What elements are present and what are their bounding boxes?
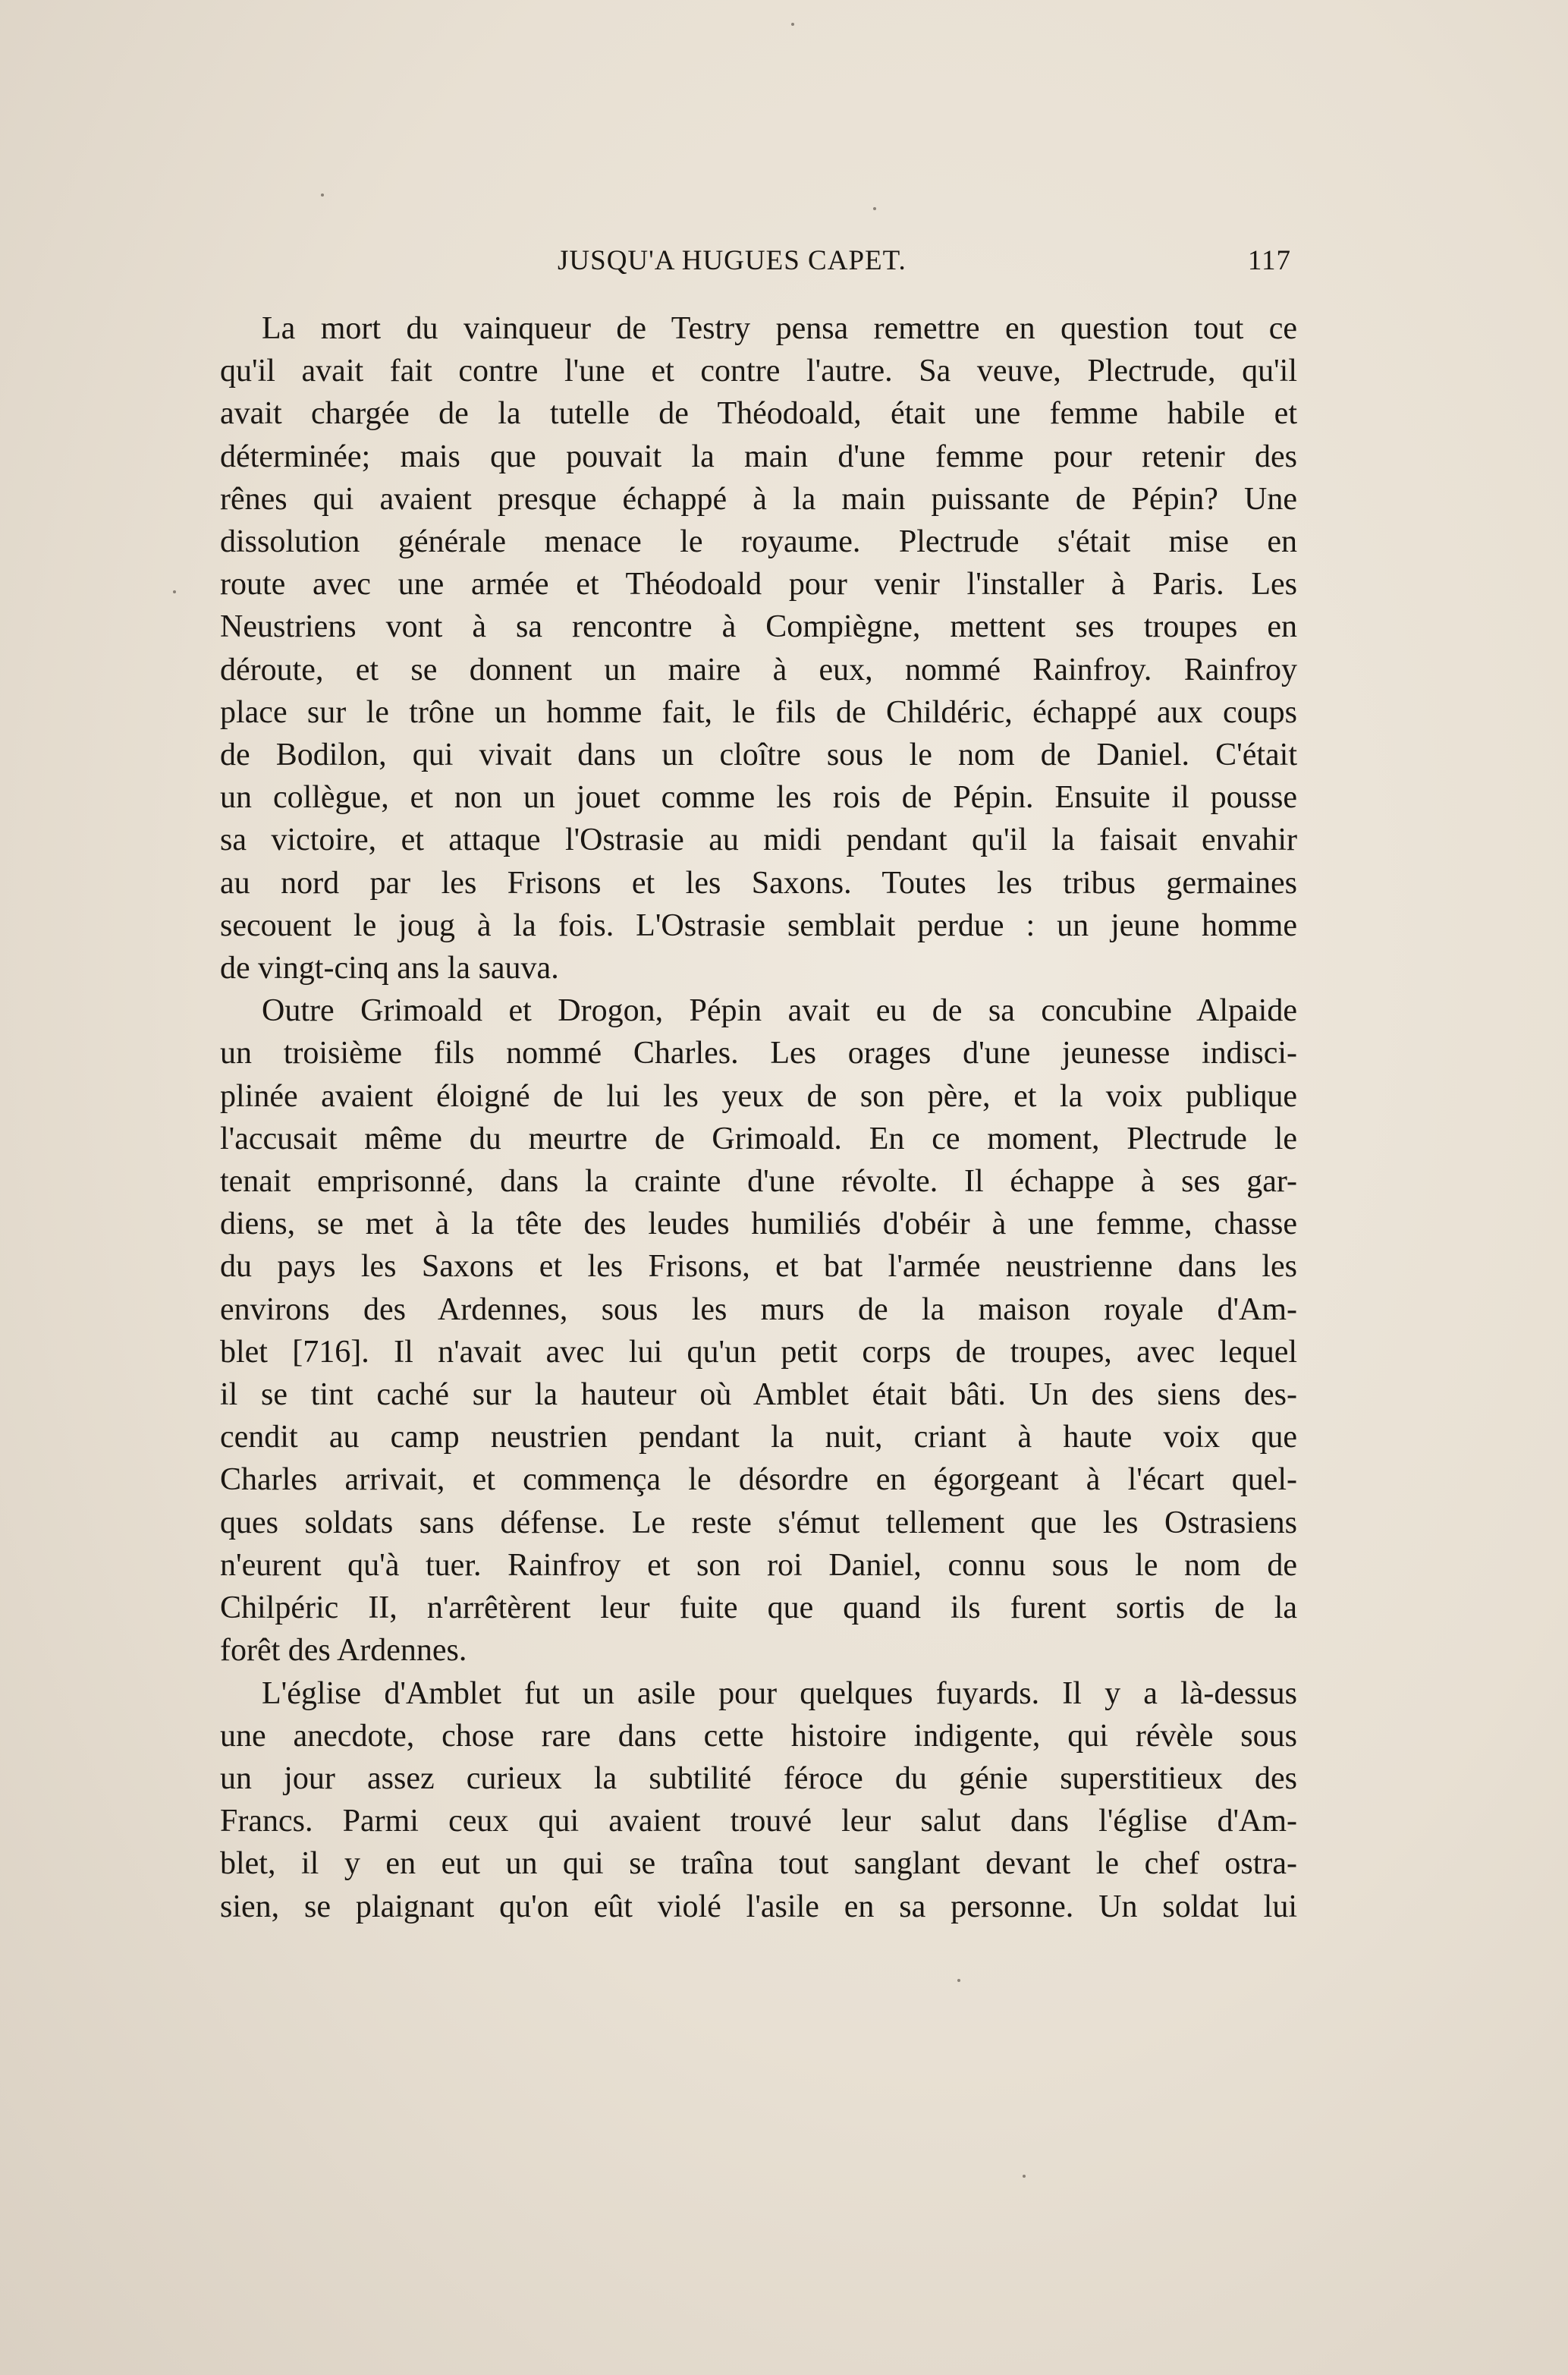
text-line: blet, il y en eut un qui se traîna tout sanglant devant le chef ostra- — [220, 1846, 1297, 1882]
text-line: sa victoire, et attaque l'Ostrasie au midi pendant qu'il la faisait envahir — [220, 823, 1297, 858]
paper-speck — [321, 193, 324, 197]
text-line: Charles arrivait, et commença le désordre en égorgeant à l'écart quel- — [220, 1462, 1297, 1498]
text-line: environs des Ardennes, sous les murs de la maison royale d'Am- — [220, 1291, 1297, 1327]
body-text — [220, 307, 1297, 1928]
paragraph — [220, 307, 1297, 989]
text-line: l'accusait même du meurtre de Grimoald. En ce moment, Plectrude le — [220, 1121, 1297, 1156]
text-line: un collègue, et non un jouet comme les rois de Pépin. Ensuite il pousse — [220, 780, 1297, 816]
text-line: tenait emprisonné, dans la crainte d'une révolte. Il échappe à ses gar- — [220, 1164, 1297, 1200]
paragraph — [220, 1672, 1297, 1928]
page-number: 117 — [1247, 245, 1291, 276]
text-line: Neustriens vont à sa rencontre à Compiègne, mettent ses troupes en — [220, 609, 1297, 645]
text-line: de Bodilon, qui vivait dans un cloître sous le nom de Daniel. C'était — [220, 738, 1297, 773]
text-line: plinée avaient éloigné de lui les yeux de son père, et la voix publique — [220, 1078, 1297, 1114]
text-line: déroute, et se donnent un maire à eux, nommé Rainfroy. Rainfroy — [220, 652, 1297, 687]
text-line: forêt des Ardennes. — [220, 1633, 467, 1669]
text-line: il se tint caché sur la hauteur où Amblet était bâti. Un des siens des- — [220, 1377, 1297, 1413]
text-line: route avec une armée et Théodoald pour venir l'installer à Paris. Les — [220, 567, 1297, 602]
text-line: L'église d'Amblet fut un asile pour quelques fuyards. Il y a là-dessus — [262, 1675, 1297, 1711]
text-line: Outre Grimoald et Drogon, Pépin avait eu de sa concubine Alpaide — [262, 993, 1297, 1029]
paper-speck — [173, 590, 176, 593]
running-head — [220, 244, 1291, 282]
paper-speck — [791, 23, 794, 26]
text-line: au nord par les Frisons et les Saxons. Toutes les tribus germaines — [220, 865, 1297, 901]
text-line: Francs. Parmi ceux qui avaient trouvé leur salut dans l'église d'Am- — [220, 1804, 1297, 1839]
text-line: un troisième fils nommé Charles. Les orages d'une jeunesse indisci- — [220, 1036, 1297, 1071]
text-line: ques soldats sans défense. Le reste s'émut tellement que les Ostrasiens — [220, 1505, 1297, 1540]
text-line: La mort du vainqueur de Testry pensa remettre en question tout ce — [262, 311, 1297, 346]
text-line: Chilpéric II, n'arrêtèrent leur fuite que quand ils furent sortis de la — [220, 1590, 1297, 1626]
paper-speck — [957, 1979, 960, 1982]
running-title: JUSQU'A HUGUES CAPET. — [558, 245, 907, 276]
paragraph — [220, 989, 1297, 1672]
text-line: cendit au camp neustrien pendant la nuit, criant à haute voix que — [220, 1420, 1297, 1455]
paper-speck — [873, 207, 876, 210]
text-line: du pays les Saxons et les Frisons, et bat l'armée neustrienne dans les — [220, 1249, 1297, 1285]
text-line: sien, se plaignant qu'on eût violé l'asile en sa personne. Un soldat lui — [220, 1889, 1297, 1924]
paper-speck — [1023, 2175, 1026, 2178]
text-line: blet [716]. Il n'avait avec lui qu'un petit corps de troupes, avec lequel — [220, 1334, 1297, 1370]
text-line: n'eurent qu'à tuer. Rainfroy et son roi Daniel, connu sous le nom de — [220, 1547, 1297, 1583]
text-line: déterminée; mais que pouvait la main d'une femme pour retenir des — [220, 439, 1297, 474]
text-line: dissolution générale menace le royaume. Plectrude s'était mise en — [220, 524, 1297, 560]
text-line: qu'il avait fait contre l'une et contre l'autre. Sa veuve, Plectrude, qu'il — [220, 354, 1297, 389]
text-line: place sur le trône un homme fait, le fils de Childéric, échappé aux coups — [220, 694, 1297, 730]
text-line: une anecdote, chose rare dans cette histoire indigente, qui révèle sous — [220, 1718, 1297, 1754]
text-line: secouent le joug à la fois. L'Ostrasie semblait perdue : un jeune homme — [220, 908, 1297, 943]
text-line: diens, se met à la tête des leudes humiliés d'obéir à une femme, chasse — [220, 1206, 1297, 1242]
text-line: de vingt-cinq ans la sauva. — [220, 951, 559, 986]
text-line: avait chargée de la tutelle de Théodoald, était une femme habile et — [220, 396, 1297, 432]
text-line: rênes qui avaient presque échappé à la main puissante de Pépin? Une — [220, 481, 1297, 517]
text-line: un jour assez curieux la subtilité féroce du génie superstitieux des — [220, 1760, 1297, 1796]
